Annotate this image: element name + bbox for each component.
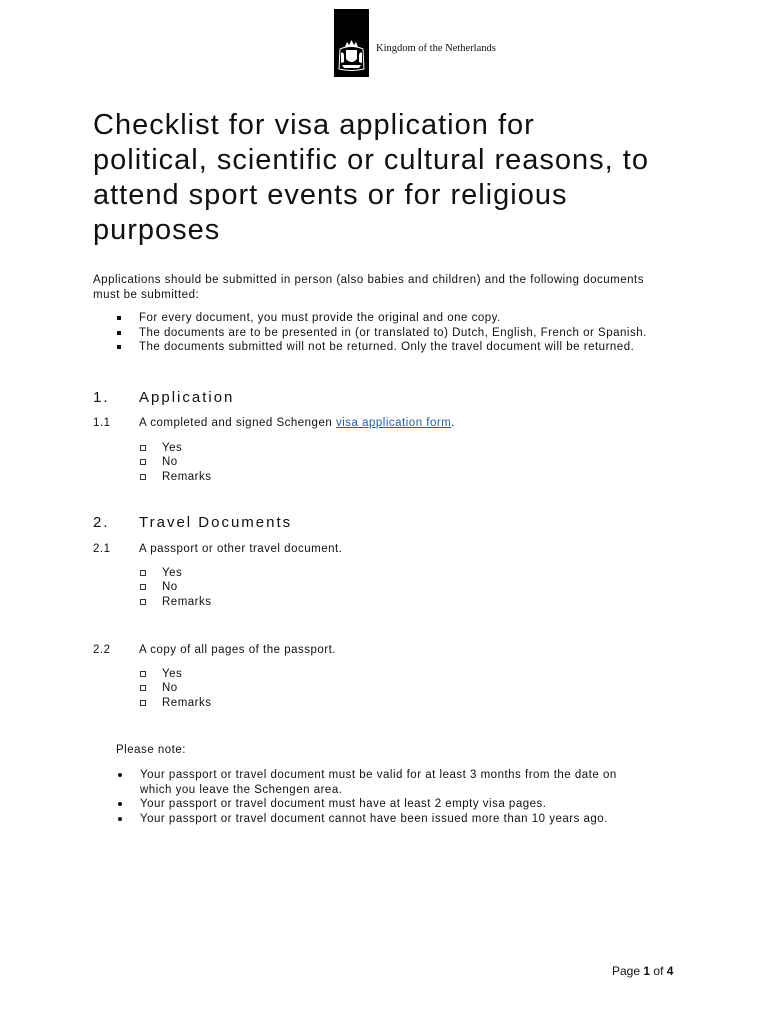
note-item [116, 768, 617, 783]
option-no[interactable] [140, 681, 212, 695]
checkbox-icon[interactable] [140, 700, 146, 706]
coat-of-arms-icon [334, 9, 369, 77]
item-text-end: . [451, 417, 455, 429]
note-label: Please note: [116, 744, 186, 756]
option-label: Yes [162, 442, 183, 454]
list-item-text: For every document, you must provide the original and one copy. [139, 312, 501, 324]
bullet-dot-icon [118, 802, 122, 806]
item-text: A copy of all pages of the passport. [139, 644, 337, 656]
square-bullet-icon [117, 345, 121, 349]
page-number [612, 964, 673, 978]
list-item [115, 326, 647, 341]
list-item-text: The documents submitted will not be returned. Only the travel document will be returned. [139, 341, 635, 353]
option-label: Remarks [162, 696, 212, 709]
option-label: Remarks [162, 595, 212, 608]
requirements-list [115, 311, 647, 355]
item-number: 2.1 [93, 543, 111, 555]
note-text: Your passport or travel document must be valid for at least 3 months from the date on [140, 769, 617, 781]
title-line: Checklist for visa application for [93, 109, 535, 141]
checklist-item-2-1 [93, 543, 342, 555]
notes-list [116, 768, 617, 826]
square-bullet-icon [117, 331, 121, 335]
intro-paragraph [93, 273, 693, 303]
list-item [115, 311, 647, 326]
item-text: A passport or other travel document. [139, 543, 343, 555]
option-remarks[interactable] [140, 696, 212, 710]
title-line: political, scientific or cultural reasons, to [93, 144, 649, 176]
brand-text: Kingdom of the Netherlands [376, 43, 496, 54]
options-list [140, 667, 212, 710]
list-item-text: The documents are to be presented in (or translated to) Dutch, English, French or Spanish. [139, 326, 647, 339]
page-title [93, 108, 693, 248]
option-label: No [162, 581, 178, 594]
note-text: which you leave the Schengen area. [140, 783, 343, 796]
page-label: Page [612, 964, 641, 978]
checkbox-icon[interactable] [140, 584, 146, 590]
checkbox-icon[interactable] [140, 445, 146, 451]
page-current: 1 [643, 964, 651, 978]
section-number: 2. [93, 514, 110, 531]
page-total: 4 [666, 964, 674, 978]
option-no[interactable] [140, 580, 212, 594]
checkbox-icon[interactable] [140, 474, 146, 480]
option-label: No [162, 682, 178, 695]
title-line: purposes [93, 214, 221, 246]
checklist-item-1-1 [93, 417, 455, 429]
section-title: Application [139, 389, 235, 406]
note-item [116, 797, 617, 812]
note-text: Your passport or travel document must have at least 2 empty visa pages. [140, 798, 547, 810]
intro-line: Applications should be submitted in person (also babies and children) and the following documents [93, 274, 644, 286]
options-list [140, 566, 212, 609]
option-label: No [162, 456, 178, 469]
note-text: Your passport or travel document cannot have been issued more than 10 years ago. [140, 812, 608, 825]
note-item-continuation [116, 783, 617, 798]
item-number: 2.2 [93, 644, 111, 656]
checklist-item-2-2 [93, 644, 336, 656]
checkbox-icon[interactable] [140, 570, 146, 576]
checkbox-icon[interactable] [140, 685, 146, 691]
list-item [115, 340, 647, 355]
visa-application-form-link[interactable]: visa application form [335, 417, 452, 429]
option-yes[interactable] [140, 667, 212, 681]
option-no[interactable] [140, 455, 212, 469]
section-number: 1. [93, 389, 110, 406]
section-heading-application [93, 389, 234, 406]
option-label: Remarks [162, 470, 212, 483]
title-line: attend sport events or for religious [93, 179, 568, 211]
bullet-dot-icon [118, 817, 122, 821]
checkbox-icon[interactable] [140, 599, 146, 605]
option-yes[interactable] [140, 441, 212, 455]
option-yes[interactable] [140, 566, 212, 580]
section-title: Travel Documents [139, 514, 293, 531]
options-list [140, 441, 212, 484]
checkbox-icon[interactable] [140, 671, 146, 677]
item-number: 1.1 [93, 417, 111, 429]
page-of: of [653, 964, 664, 978]
option-label: Yes [162, 668, 183, 680]
bullet-dot-icon [118, 773, 122, 777]
note-item [116, 812, 617, 827]
checkbox-icon[interactable] [140, 459, 146, 465]
intro-line: must be submitted: [93, 289, 200, 301]
option-remarks[interactable] [140, 595, 212, 609]
section-heading-travel-documents [93, 514, 292, 531]
square-bullet-icon [117, 316, 121, 320]
option-remarks[interactable] [140, 470, 212, 484]
netherlands-coat-of-arms-logo [334, 9, 369, 77]
item-text: A completed and signed Schengen [139, 417, 336, 429]
option-label: Yes [162, 567, 183, 579]
